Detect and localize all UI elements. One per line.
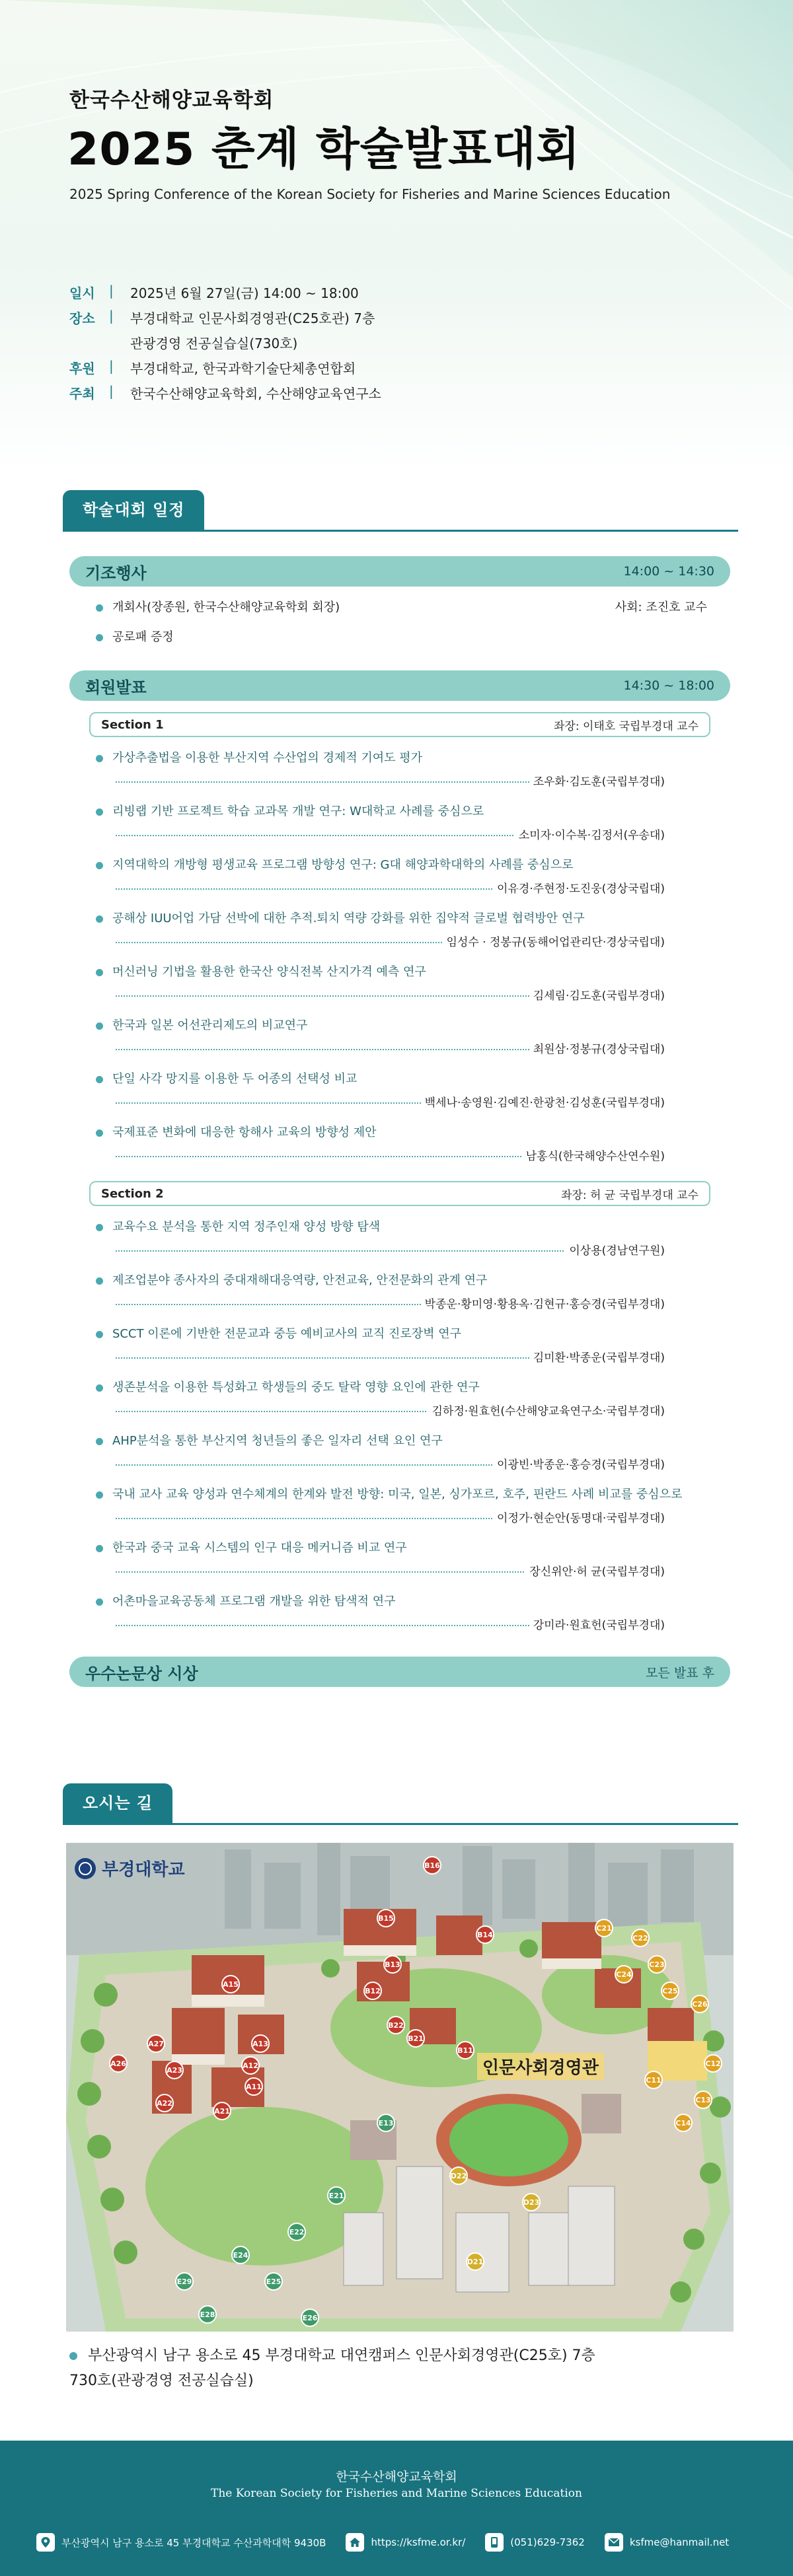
talk-authors: 강미라·원효헌(국립부경대) — [529, 1616, 665, 1632]
address-line-2: 730호(관광경영 전공실습실) — [69, 2373, 254, 2389]
bullet-icon — [69, 2352, 77, 2360]
talk-item — [96, 1123, 664, 1164]
talk-title: 국내 교사 교육 양성과 연수체계의 한계와 발전 방향: 미국, 일본, 싱가포르, 호주, 핀란드 사례 비교를 중심으로 — [96, 1485, 664, 1502]
map-marker: C13 — [694, 2091, 712, 2109]
talk-title: 국제표준 변화에 대응한 항해사 교육의 방향성 제안 — [96, 1123, 664, 1140]
map-marker: E28 — [198, 2305, 217, 2324]
bullet-icon — [96, 1277, 103, 1285]
talk-authors: 최원삼·정봉규(경상국립대) — [529, 1040, 665, 1056]
footer-website[interactable]: https://ksfme.or.kr/ — [346, 2533, 465, 2552]
talk-title: 어촌마을교육공동체 프로그램 개발을 위한 탐색적 연구 — [96, 1592, 664, 1609]
talk-item — [96, 1592, 664, 1633]
bullet-icon — [96, 1076, 103, 1083]
bullet-icon — [96, 604, 103, 612]
bullet-icon — [96, 1438, 103, 1445]
info-row-sponsor: 후원 | 부경대학교, 한국과학기술단체총연합회 — [69, 358, 356, 376]
bullet-icon — [96, 1331, 103, 1338]
bullet-icon — [96, 755, 103, 762]
organization-name: 한국수산해양교육학회 — [69, 89, 274, 112]
talk-title: 지역대학의 개방형 평생교육 프로그램 방향성 연구: G대 해양과학대학의 사례를 중심으로 — [96, 855, 664, 873]
phone-icon — [485, 2533, 504, 2552]
map-marker: C11 — [644, 2071, 663, 2089]
map-marker: C22 — [631, 1929, 650, 1947]
talk-item — [96, 1271, 664, 1312]
talk-title: 교육수요 분석을 통한 지역 정주인재 양성 방향 탐색 — [96, 1217, 664, 1234]
map-marker: B11 — [456, 2041, 474, 2059]
talk-title: AHP분석을 통한 부산지역 청년들의 좋은 일자리 선택 요인 연구 — [96, 1431, 664, 1449]
footer-org: 한국수산해양교육학회 — [336, 2470, 457, 2484]
talk-authors: 이광빈·박종운·홍승경(국립부경대) — [493, 1455, 665, 1472]
talk-title: 가상추출법을 이용한 부산지역 수산업의 경제적 기여도 평가 — [96, 748, 664, 766]
talk-title: 한국과 중국 교육 시스템의 인구 대응 메커니즘 비교 연구 — [96, 1538, 664, 1556]
presentation-session-title: 회원발표 — [85, 678, 147, 697]
directions-tab: 오시는 길 — [63, 1783, 172, 1823]
page-subtitle: 2025 Spring Conference of the Korean Society for Fisheries and Marine Sciences Education — [69, 186, 671, 202]
talk-item — [96, 1538, 664, 1579]
talk-item — [96, 909, 664, 950]
map-marker: A26 — [109, 2054, 128, 2073]
map-marker: A27 — [147, 2034, 165, 2053]
map-marker: B16 — [423, 1856, 441, 1875]
info-row-date: 일시 | 2025년 6월 27일(금) 14:00 ~ 18:00 — [69, 283, 359, 301]
footer-address: 부산광역시 남구 용소로 45 부경대학교 수산과학대학 9430B — [36, 2533, 326, 2552]
talk-authors: 임성수 · 정봉규(동해어업관리단·경상국립대) — [443, 933, 665, 949]
mail-icon — [605, 2533, 623, 2552]
footer-org-english: The Korean Society for Fisheries and Marine Sciences Education — [211, 2487, 582, 2500]
university-emblem-icon — [74, 1857, 96, 1880]
map-marker: A21 — [213, 2102, 231, 2120]
map-marker: E24 — [231, 2246, 250, 2264]
map-marker: E29 — [175, 2272, 194, 2291]
address — [69, 2343, 595, 2394]
bullet-icon — [96, 862, 103, 869]
talk-authors: 남홍식(한국해양수산연수원) — [522, 1147, 665, 1163]
bullet-icon — [96, 1384, 103, 1392]
map-marker: B13 — [383, 1955, 402, 1974]
map-marker: A12 — [241, 2056, 260, 2075]
event-info — [69, 283, 381, 408]
university-logo: 부경대학교 — [74, 1856, 185, 1880]
page-title: 2025 춘계 학술발표대회 — [67, 124, 581, 176]
talk-authors: 백세나·송영원·김예진·한광천·김성훈(국립부경대) — [421, 1093, 665, 1110]
location-icon — [36, 2533, 55, 2552]
talk-authors: 김미환·박종운(국립부경대) — [529, 1348, 665, 1365]
bullet-icon — [96, 1224, 103, 1231]
bullet-icon — [96, 1598, 103, 1606]
map-marker: C23 — [648, 1955, 666, 1974]
talk-authors: 이상용(경남연구원) — [565, 1241, 665, 1258]
map-marker: C21 — [595, 1919, 613, 1937]
bullet-icon — [96, 1129, 103, 1137]
footer-email[interactable]: ksfme@hanmail.net — [605, 2533, 729, 2552]
talk-title: 머신러닝 기법을 활용한 한국산 양식전복 산지가격 예측 연구 — [96, 962, 664, 980]
map-marker: E21 — [327, 2186, 346, 2205]
opening-item: 개회사(장종원, 한국수산해양교육학회 회장) — [96, 598, 340, 615]
award-bar — [69, 1657, 730, 1687]
bullet-icon — [96, 1545, 103, 1552]
footer-contacts — [36, 2533, 749, 2552]
map-marker: B14 — [476, 1925, 494, 1944]
talk-authors: 조우화·김도훈(국립부경대) — [529, 772, 665, 789]
talk-title: 단일 사각 망지를 이용한 두 어종의 선택성 비교 — [96, 1069, 664, 1087]
info-row-venue: 장소 | 부경대학교 인문사회경영관(C25호관) 7층 — [69, 308, 375, 326]
home-icon — [346, 2533, 364, 2552]
campus-map — [66, 1843, 734, 2332]
campus-map-illustration — [66, 1843, 734, 2332]
talk-item — [96, 1431, 664, 1472]
talk-authors: 이정가·현순안(동명대·국립부경대) — [493, 1509, 665, 1525]
footer-phone: (051)629-7362 — [485, 2533, 585, 2552]
bullet-icon — [96, 634, 103, 641]
talk-title: 생존분석을 이용한 특성화고 학생들의 중도 탈락 영향 요인에 관한 연구 — [96, 1378, 664, 1395]
talk-item — [96, 1069, 664, 1110]
map-marker: D21 — [466, 2252, 484, 2271]
bullet-icon — [96, 808, 103, 816]
talk-item — [96, 748, 664, 789]
map-marker: B21 — [406, 2029, 425, 2048]
map-marker: A23 — [165, 2061, 184, 2079]
address-line-1: 부산광역시 남구 용소로 45 부경대학교 대연캠퍼스 인문사회경영관(C25호) 7층 — [88, 2347, 595, 2364]
talk-title: 공해상 IUU어업 가담 선박에 대한 추적.퇴치 역량 강화를 위한 집약적 글로벌 협력방안 연구 — [96, 909, 664, 926]
opening-session-time: 14:00 ~ 14:30 — [623, 564, 714, 579]
map-marker: A22 — [155, 2094, 174, 2112]
talk-authors: 박종운·황미영·황용옥·김현규·홍승경(국립부경대) — [421, 1295, 665, 1311]
talk-item — [96, 1378, 664, 1419]
talk-title: 리빙랩 기반 프로젝트 학습 교과목 개발 연구: W대학교 사례를 중심으로 — [96, 802, 664, 819]
award-title: 우수논문상 시상 — [85, 1664, 198, 1683]
highlight-building-label: 인문사회경영관 — [477, 2053, 604, 2080]
map-marker: C12 — [704, 2054, 722, 2073]
map-marker: C24 — [615, 1965, 633, 1984]
bullet-icon — [96, 915, 103, 923]
talk-title: 제조업분야 종사자의 중대재해대응역량, 안전교육, 안전문화의 관계 연구 — [96, 1271, 664, 1288]
talk-item — [96, 962, 664, 1003]
map-marker: E22 — [287, 2223, 306, 2241]
talk-authors: 장신위안·허 균(국립부경대) — [525, 1562, 665, 1579]
info-row-host: 주최 | 한국수산해양교육학회, 수산해양교육연구소 — [69, 383, 381, 402]
talk-authors: 김하정·원효헌(수산해양교육연구소·국립부경대) — [428, 1402, 665, 1418]
bullet-icon — [96, 969, 103, 976]
talk-item — [96, 1217, 664, 1258]
talk-authors: 이유경·주현정·도진웅(경상국립대) — [493, 879, 665, 896]
map-marker: E25 — [264, 2272, 283, 2291]
talk-title: 한국과 일본 어선관리제도의 비교연구 — [96, 1016, 664, 1033]
presentation-session-time: 14:30 ~ 18:00 — [623, 678, 714, 693]
talk-authors: 소미자·이수복·김정서(우송대) — [515, 826, 665, 842]
talk-authors: 김세림·김도훈(국립부경대) — [529, 986, 665, 1003]
talk-item — [96, 1485, 683, 1526]
map-marker: D22 — [449, 2166, 468, 2185]
talk-item — [96, 1016, 664, 1057]
map-marker: B15 — [377, 1909, 395, 1927]
schedule-tab: 학술대회 일정 — [63, 490, 204, 530]
bullet-icon — [96, 1491, 103, 1499]
opening-session-title: 기조행사 — [85, 563, 147, 583]
footer — [0, 2441, 793, 2576]
talk-title: SCCT 이론에 기반한 전문교과 중등 예비교사의 교직 진로장벽 연구 — [96, 1324, 664, 1342]
map-marker: A11 — [245, 2077, 263, 2096]
presentation-session-bar — [69, 670, 730, 701]
opening-item: 공로패 증정 — [96, 627, 174, 645]
map-marker: A15 — [221, 1975, 240, 1993]
map-marker: C26 — [691, 1995, 709, 2013]
talk-item — [96, 802, 664, 843]
section-1-header: Section 1 좌장: 이태호 국립부경대 교수 — [89, 712, 710, 737]
talk-item — [96, 1324, 664, 1365]
opening-mc: 사회: 조진호 교수 — [615, 600, 707, 614]
map-marker: E26 — [301, 2308, 319, 2327]
info-row-venue-room: 관광경영 전공실습실(730호) — [130, 336, 298, 351]
directions-tab-line — [63, 1823, 738, 1825]
opening-session-bar — [69, 556, 730, 587]
map-marker: C14 — [674, 2114, 693, 2132]
bullet-icon — [96, 1022, 103, 1030]
talk-item — [96, 855, 664, 896]
map-marker: A13 — [251, 2034, 270, 2053]
map-marker: C25 — [661, 1982, 679, 2000]
map-marker: B22 — [387, 2016, 405, 2034]
section-2-header: Section 2 좌장: 허 균 국립부경대 교수 — [89, 1181, 710, 1206]
schedule-tab-line — [63, 530, 738, 532]
map-marker: D23 — [522, 2193, 541, 2211]
award-time: 모든 발표 후 — [646, 1665, 714, 1680]
map-marker: B12 — [363, 1982, 382, 2000]
hero-header — [0, 0, 793, 476]
map-marker: E13 — [377, 2114, 395, 2132]
